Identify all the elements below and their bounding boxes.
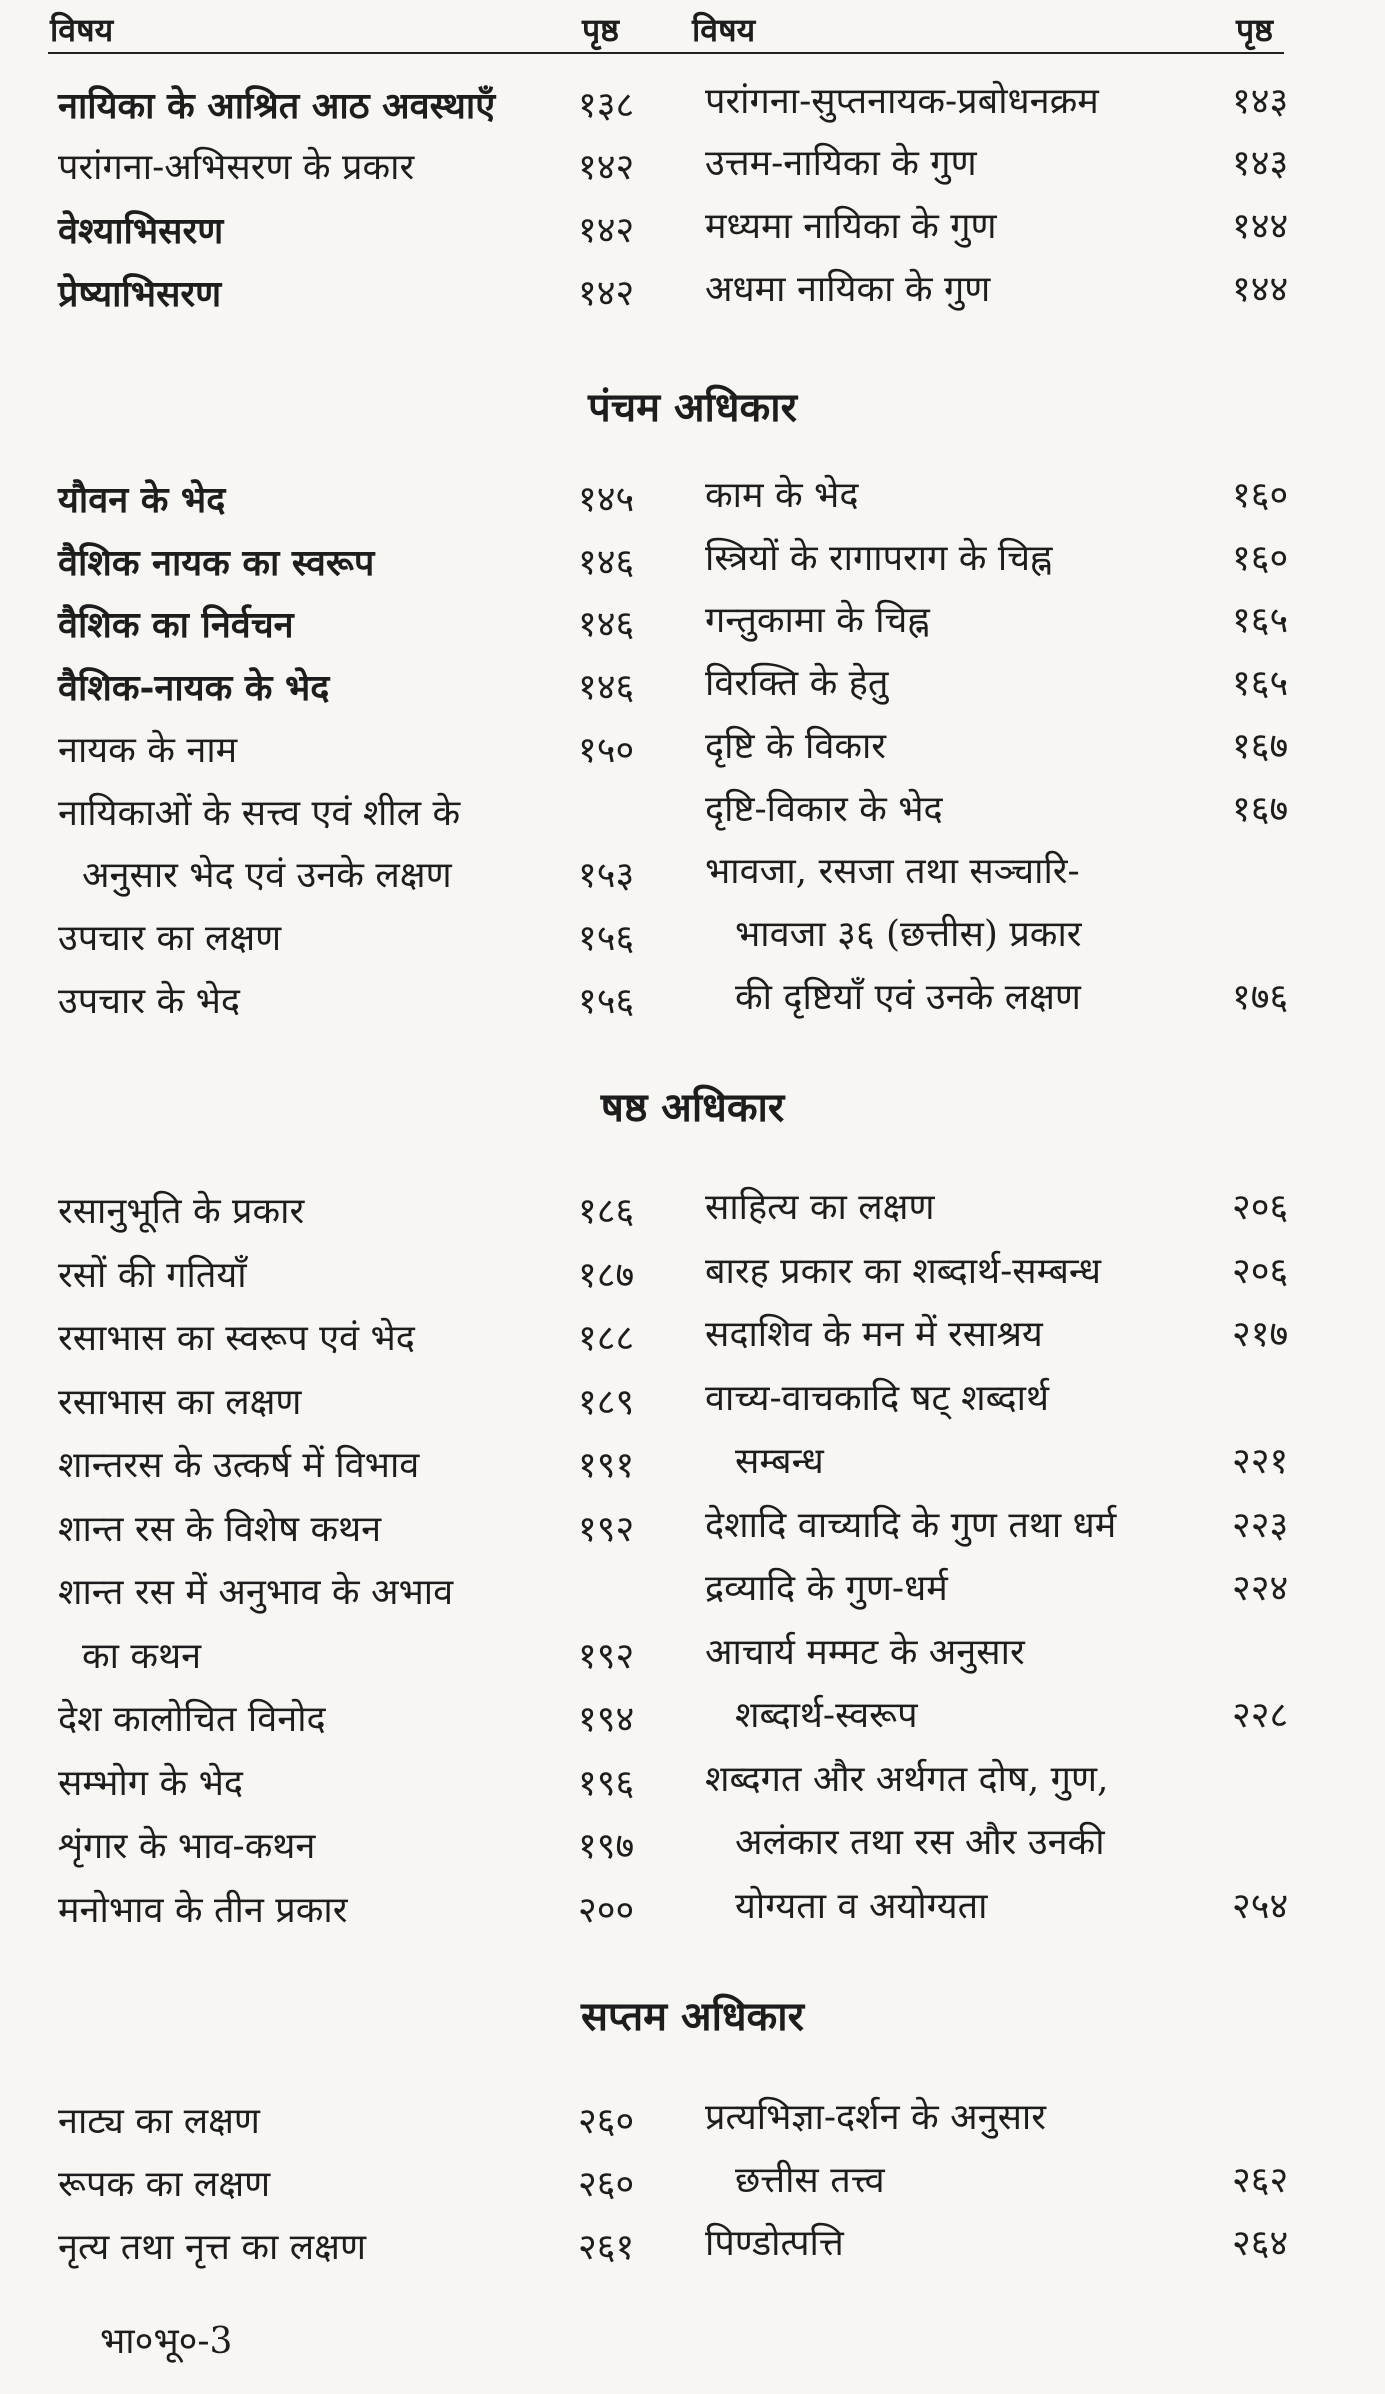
toc-entry-title: वैशिक-नायक के भेद <box>58 667 330 709</box>
toc-entry-title: बारह प्रकार का शब्दार्थ-सम्बन्ध <box>705 1251 1101 1292</box>
toc-entry-page: २६० <box>578 2101 635 2142</box>
toc-entry-page: १६७ <box>1232 726 1289 767</box>
toc-entry-page: १८६ <box>578 1191 635 1232</box>
toc-entry-title: शान्त रस में अनुभाव के अभाव <box>58 1572 454 1613</box>
toc-entry-page: १४४ <box>1232 206 1289 247</box>
toc-entry-title: उत्तम-नायिका के गुण <box>705 143 977 184</box>
toc-entry-page: १६७ <box>1232 789 1289 830</box>
toc-entry-title: योग्यता व अयोग्यता <box>735 1886 988 1927</box>
toc-entry-title: काम के भेद <box>705 475 859 516</box>
toc-entry-title: नाट्य का लक्षण <box>58 2101 260 2142</box>
toc-entry-page: १४३ <box>1232 143 1289 184</box>
toc-entry-page: १४३ <box>1232 81 1289 122</box>
toc-entry-title: शृंगार के भाव-कथन <box>58 1826 316 1867</box>
toc-entry-title: नायक के नाम <box>58 730 238 771</box>
toc-entry-page: १४२ <box>578 210 635 251</box>
toc-entry-page: १९१ <box>578 1445 635 1486</box>
section-title-6: षष्ठ अधिकार <box>600 1084 785 1131</box>
toc-entry-page: १६० <box>1232 475 1289 516</box>
toc-entry-title: विरक्ति के हेतु <box>705 663 889 704</box>
toc-entry-page: १९७ <box>578 1826 635 1867</box>
toc-entry-page: १६५ <box>1232 663 1289 704</box>
toc-entry-title: प्रत्यभिज्ञा-दर्शन के अनुसार <box>705 2097 1046 2138</box>
toc-entry-page: १८८ <box>578 1318 635 1359</box>
toc-entry-title: मध्यमा नायिका के गुण <box>705 206 997 247</box>
toc-entry-title: दृष्टि-विकार के भेद <box>705 789 943 830</box>
toc-entry-title: गन्तुकामा के चिह्न <box>705 600 930 641</box>
toc-entry-page: १४२ <box>578 273 635 314</box>
header-page-right: पृष्ठ <box>1236 11 1274 49</box>
toc-entry-title: भावजा ३६ (छत्तीस) प्रकार <box>735 914 1082 955</box>
header-subject-right: विषय <box>692 11 756 49</box>
toc-entry-page: १७६ <box>1232 977 1289 1018</box>
toc-entry-title: शान्तरस के उत्कर्ष में विभाव <box>58 1445 420 1486</box>
toc-entry-title: की दृष्टियाँ एवं उनके लक्षण <box>735 977 1081 1018</box>
toc-entry-title: रसाभास का स्वरूप एवं भेद <box>58 1318 415 1359</box>
toc-entry-title: प्रेष्याभिसरण <box>58 273 222 315</box>
toc-entry-title: वेश्याभिसरण <box>58 210 224 252</box>
toc-entry-page: २०० <box>578 1890 635 1931</box>
section-title-7: सप्तम अधिकार <box>581 1993 804 2040</box>
toc-entry-page: २२४ <box>1232 1568 1289 1609</box>
toc-entry-title: रसाभास का लक्षण <box>58 1382 302 1423</box>
header-page-left: पृष्ठ <box>582 11 620 49</box>
toc-entry-title: नायिकाओं के सत्त्व एवं शील के <box>58 793 461 834</box>
toc-entry-title: पिण्डोत्पत्ति <box>705 2223 844 2264</box>
toc-entry-title: नायिका के आश्रित आठ अवस्थाएँ <box>58 85 496 127</box>
toc-entry-title: देश कालोचित विनोद <box>58 1699 326 1740</box>
toc-entry-title: परांगना-अभिसरण के प्रकार <box>58 147 415 188</box>
toc-entry-page: १९६ <box>578 1763 635 1804</box>
toc-entry-page: १५६ <box>578 981 635 1022</box>
toc-entry-title: रसों की गतियाँ <box>58 1255 247 1296</box>
toc-entry-title: भावजा, रसजा तथा सञ्चारि- <box>705 851 1080 892</box>
toc-entry-title: उपचार का लक्षण <box>58 918 282 959</box>
toc-entry-page: १४६ <box>578 604 635 645</box>
toc-entry-title: शान्त रस के विशेष कथन <box>58 1509 382 1550</box>
toc-entry-page: १५३ <box>578 855 635 896</box>
toc-entry-page: १९२ <box>578 1509 635 1550</box>
toc-entry-title: शब्दगत और अर्थगत दोष, गुण, <box>705 1759 1109 1800</box>
toc-entry-title: सम्बन्ध <box>735 1441 824 1482</box>
toc-entry-title: शब्दार्थ-स्वरूप <box>735 1695 918 1736</box>
toc-entry-title: साहित्य का लक्षण <box>705 1187 935 1228</box>
toc-entry-title: द्रव्यादि के गुण-धर्म <box>705 1568 948 1609</box>
toc-entry-page: २१७ <box>1232 1314 1289 1355</box>
toc-entry-page: १४५ <box>578 479 635 520</box>
toc-entry-title: स्त्रियों के रागापराग के चिह्न <box>705 538 1053 579</box>
toc-entry-page: २२८ <box>1232 1695 1289 1736</box>
toc-entry-page: १८७ <box>578 1255 635 1296</box>
toc-entry-title: देशादि वाच्यादि के गुण तथा धर्म <box>705 1505 1117 1546</box>
toc-entry-page: २५४ <box>1232 1886 1289 1927</box>
toc-entry-page: २६२ <box>1232 2160 1289 2201</box>
toc-entry-title: उपचार के भेद <box>58 981 241 1022</box>
toc-entry-page: २६१ <box>578 2227 635 2268</box>
toc-entry-title: यौवन के भेद <box>58 479 226 521</box>
toc-entry-title: परांगना-सुप्तनायक-प्रबोधनक्रम <box>705 81 1099 122</box>
toc-entry-title: दृष्टि के विकार <box>705 726 887 767</box>
toc-entry-title: रूपक का लक्षण <box>58 2164 271 2205</box>
toc-entry-page: २०६ <box>1232 1251 1289 1292</box>
toc-entry-title: मनोभाव के तीन प्रकार <box>58 1890 348 1931</box>
toc-entry-page: १९४ <box>578 1699 635 1740</box>
toc-entry-title: छत्तीस तत्त्व <box>735 2160 885 2201</box>
toc-entry-page: १४६ <box>578 667 635 708</box>
toc-entry-page: १३८ <box>578 85 635 126</box>
toc-entry-title: वैशिक का निर्वचन <box>58 604 294 646</box>
header-subject-left: विषय <box>50 11 114 49</box>
toc-entry-page: १६५ <box>1232 600 1289 641</box>
toc-entry-page: १४२ <box>578 147 635 188</box>
toc-entry-page: २६० <box>578 2164 635 2205</box>
toc-entry-page: २६४ <box>1232 2223 1289 2264</box>
toc-entry-page: १८९ <box>578 1382 635 1423</box>
toc-entry-page: १६० <box>1232 538 1289 579</box>
toc-entry-title: अधमा नायिका के गुण <box>705 269 991 310</box>
page-footer: भा०भू०-3 <box>100 2321 233 2362</box>
toc-entry-title: अलंकार तथा रस और उनकी <box>735 1822 1105 1863</box>
header-rule <box>48 52 1284 54</box>
toc-entry-title: आचार्य मम्मट के अनुसार <box>705 1632 1025 1673</box>
toc-entry-page: १५६ <box>578 918 635 959</box>
toc-entry-title: सदाशिव के मन में रसाश्रय <box>705 1314 1043 1355</box>
toc-entry-page: १४४ <box>1232 269 1289 310</box>
toc-entry-title: नृत्य तथा नृत्त का लक्षण <box>58 2227 366 2268</box>
toc-entry-title: रसानुभूति के प्रकार <box>58 1191 305 1232</box>
section-title-5: पंचम अधिकार <box>588 384 797 431</box>
toc-entry-title: वैशिक नायक का स्वरूप <box>58 542 375 584</box>
toc-entry-page: २२१ <box>1232 1441 1289 1482</box>
toc-entry-title: वाच्य-वाचकादि षट् शब्दार्थ <box>705 1378 1050 1419</box>
toc-entry-page: २०६ <box>1232 1187 1289 1228</box>
toc-entry-page: २२३ <box>1232 1505 1289 1546</box>
toc-entry-title: सम्भोग के भेद <box>58 1763 243 1804</box>
toc-entry-page: १५० <box>578 730 635 771</box>
toc-entry-page: १९२ <box>578 1636 635 1677</box>
toc-entry-title: का कथन <box>82 1636 202 1677</box>
toc-entry-title: अनुसार भेद एवं उनके लक्षण <box>82 855 452 896</box>
toc-entry-page: १४६ <box>578 542 635 583</box>
